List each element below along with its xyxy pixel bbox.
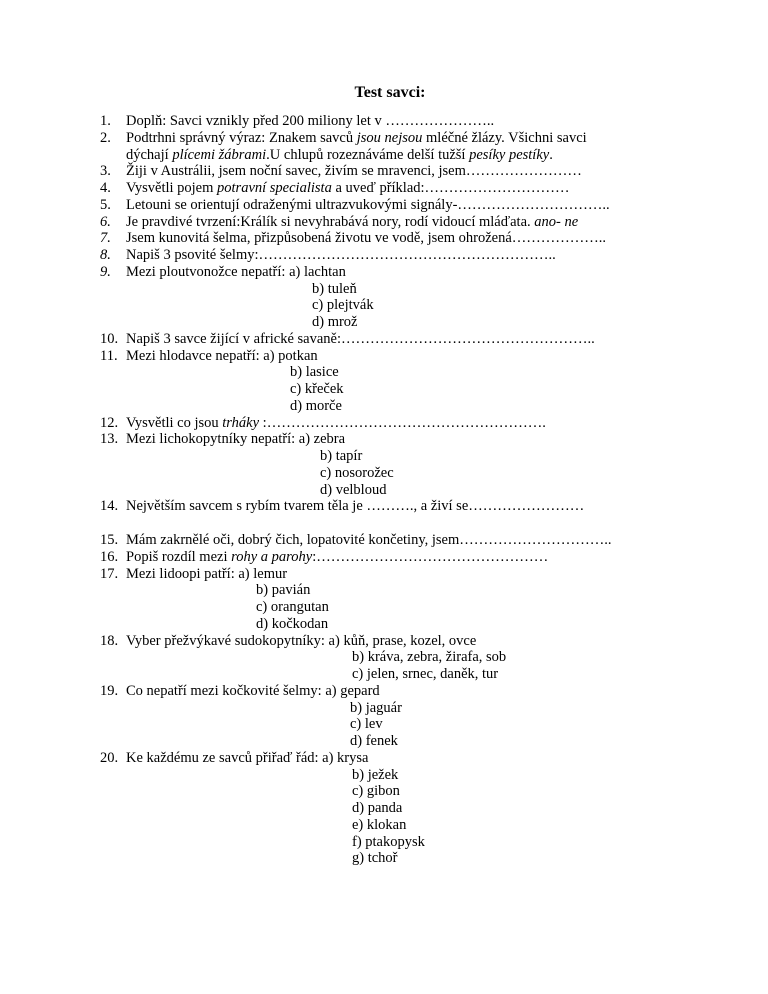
question-text-segment: Mezi hlodavce nepatří: a) potkan	[126, 347, 318, 364]
question-text-segment: Mezi ploutvonožce nepatří: a) lachtan	[126, 263, 346, 280]
option-line: b) pavián	[256, 582, 311, 599]
question-11	[100, 348, 680, 415]
question-text-segment: Co nepatří mezi kočkovité šelmy: a) gepard	[126, 682, 380, 699]
question-number: 20.	[100, 749, 119, 766]
option-line: d) panda	[352, 800, 403, 816]
question-20	[100, 750, 680, 867]
option-line: d) mrož	[312, 314, 358, 330]
question-number: 14.	[100, 498, 119, 515]
question-text	[126, 230, 680, 247]
question-text-segment: dýchají	[126, 146, 173, 163]
question-text-segment: :…………………………………………	[312, 548, 549, 565]
question-19	[100, 683, 680, 750]
question-text-segment: Mezi lidoopi patří: a) lemur	[126, 565, 288, 582]
question-text-segment	[126, 431, 680, 448]
question-number: 1.	[100, 113, 111, 129]
question-text-segment	[126, 566, 680, 583]
question-18	[100, 633, 680, 683]
question-number: 15.	[100, 532, 119, 548]
question-15	[100, 532, 680, 549]
question-text	[126, 633, 680, 683]
question-text	[126, 113, 680, 130]
option-line: d) kočkodan	[256, 615, 329, 632]
question-text-segment: Ke každému ze savců přiřaď řád: a) krysa	[126, 749, 369, 766]
option-line: c) plejtvák	[312, 297, 374, 314]
term-word: trháky	[222, 414, 260, 431]
option-line: c) nosorožec	[320, 464, 394, 481]
question-text-segment: Žiji v Austrálii, jsem noční savec, živím se mravenci, jsem……………………	[126, 163, 582, 180]
question-number: 9.	[100, 263, 111, 280]
option-line: e) klokan	[352, 816, 407, 833]
option-line: d) morče	[290, 397, 342, 414]
option-line: b) kráva, zebra, žirafa, sob	[352, 649, 507, 666]
question-text	[126, 549, 680, 566]
question-number: 7.	[100, 230, 111, 247]
option-line: b) tapír	[320, 448, 363, 464]
question-8	[100, 247, 680, 264]
question-text	[126, 247, 680, 264]
question-text	[126, 750, 680, 867]
question-text-segment: mléčné žlázy. Všichni savci	[422, 129, 587, 146]
question-text	[126, 683, 680, 750]
question-17	[100, 566, 680, 633]
question-5	[100, 197, 680, 214]
term-word: potravní specialista	[217, 180, 332, 196]
option-line: b) lasice	[290, 364, 339, 381]
question-text-segment: Vysvětli co jsou	[126, 414, 223, 431]
question-number: 19.	[100, 682, 119, 699]
question-16	[100, 549, 680, 566]
question-2	[100, 130, 680, 164]
question-text-segment	[126, 264, 680, 281]
question-10	[100, 331, 680, 348]
option-line: f) ptakopysk	[352, 833, 425, 850]
question-3	[100, 163, 680, 180]
option-line: c) křeček	[290, 381, 344, 397]
question-number: 17.	[100, 565, 119, 582]
option-line: d) fenek	[350, 733, 398, 749]
question-text-segment: Mezi lichokopytníky nepatří: a) zebra	[126, 431, 346, 448]
choice-word: jsou nejsou	[356, 129, 423, 146]
question-number: 3.	[100, 163, 111, 180]
option-line: c) jelen, srnec, daněk, tur	[352, 666, 499, 682]
option-line: d) velbloud	[320, 481, 387, 498]
question-number: 16.	[100, 548, 119, 565]
question-12	[100, 415, 680, 432]
option-line: b) tuleň	[312, 280, 357, 297]
option-line: g) tchoř	[352, 850, 398, 867]
question-13	[100, 431, 680, 498]
question-number: 6.	[100, 213, 111, 230]
question-text-segment: Letouni se orientují odraženými ultrazvukovými signály-…………………………..	[126, 196, 610, 213]
question-number: 11.	[100, 347, 118, 364]
option-line: b) ježek	[352, 766, 399, 783]
question-number: 4.	[100, 180, 111, 196]
question-text	[126, 163, 680, 180]
option-line: c) gibon	[352, 783, 400, 800]
question-text-segment	[126, 683, 680, 700]
choice-word: pesíky pestíky	[469, 146, 550, 163]
question-text-segment: Doplň: Savci vznikly před 200 miliony let v …………………..	[126, 113, 495, 129]
question-6	[100, 214, 680, 231]
question-text-segment: Podtrhni správný výraz: Znakem savců	[126, 129, 357, 146]
question-4	[100, 180, 680, 197]
option-line: c) orangutan	[256, 599, 329, 615]
question-text-segment	[126, 633, 680, 650]
question-text-segment: Napiš 3 savce žijící v africké savaně:……………………………………………..	[126, 330, 595, 347]
question-text	[126, 197, 680, 214]
question-7	[100, 230, 680, 247]
question-text	[126, 331, 680, 348]
question-text-segment	[126, 348, 680, 365]
question-text	[126, 130, 680, 164]
choice-word: ano- ne	[534, 213, 579, 230]
question-number: 13.	[100, 431, 119, 448]
question-text-segment: Největším savcem s rybím tvarem těla je ………., a živí se……………………	[126, 498, 585, 515]
option-line: c) lev	[350, 716, 383, 733]
question-14	[100, 498, 680, 515]
question-text	[126, 431, 680, 498]
choice-word: plícemi žábrami	[172, 146, 267, 163]
question-1	[100, 113, 680, 130]
question-text-segment: Popiš rozdíl mezi	[126, 548, 232, 565]
question-text	[126, 415, 680, 432]
term-word: rohy a parohy	[231, 548, 313, 565]
question-number: 12.	[100, 414, 119, 431]
question-text	[126, 566, 680, 633]
question-text-segment: .U chlupů rozeznáváme delší tužší	[266, 146, 470, 163]
blank-line	[100, 515, 680, 532]
question-text	[126, 180, 680, 197]
question-text-segment: Napiš 3 psovité šelmy:……………………………………………………..	[126, 247, 556, 263]
question-text-segment: Vyber přežvýkavé sudokopytníky: a) kůň, prase, kozel, ovce	[126, 632, 477, 649]
question-number: 2.	[100, 129, 111, 146]
question-text	[126, 214, 680, 231]
page-title: Test savci:	[354, 84, 426, 101]
question-number: 5.	[100, 196, 111, 213]
question-text	[126, 264, 680, 331]
question-9	[100, 264, 680, 331]
question-text	[126, 532, 680, 549]
question-text	[126, 498, 680, 515]
question-text-segment: Mám zakrnělé oči, dobrý čich, lopatovité končetiny, jsem…………………………..	[126, 532, 612, 548]
question-number: 8.	[100, 247, 111, 263]
question-text-segment: .	[549, 146, 553, 163]
question-text-segment: a uveď příklad:…………………………	[331, 180, 570, 196]
option-line: b) jaguár	[350, 699, 402, 716]
question-number: 18.	[100, 632, 119, 649]
question-text-segment: Jsem kunovitá šelma, přizpůsobená životu ve vodě, jsem ohrožená………………..	[126, 230, 607, 247]
question-text-segment	[126, 750, 680, 767]
question-number: 10.	[100, 330, 119, 347]
question-text-segment: Je pravdivé tvrzení:Králík si nevyhrabává nory, rodí vidoucí mláďata.	[126, 213, 535, 230]
question-text	[126, 348, 680, 415]
question-text-segment: Vysvětli pojem	[126, 180, 218, 196]
question-text-segment: :………………………………………………….	[259, 414, 546, 431]
